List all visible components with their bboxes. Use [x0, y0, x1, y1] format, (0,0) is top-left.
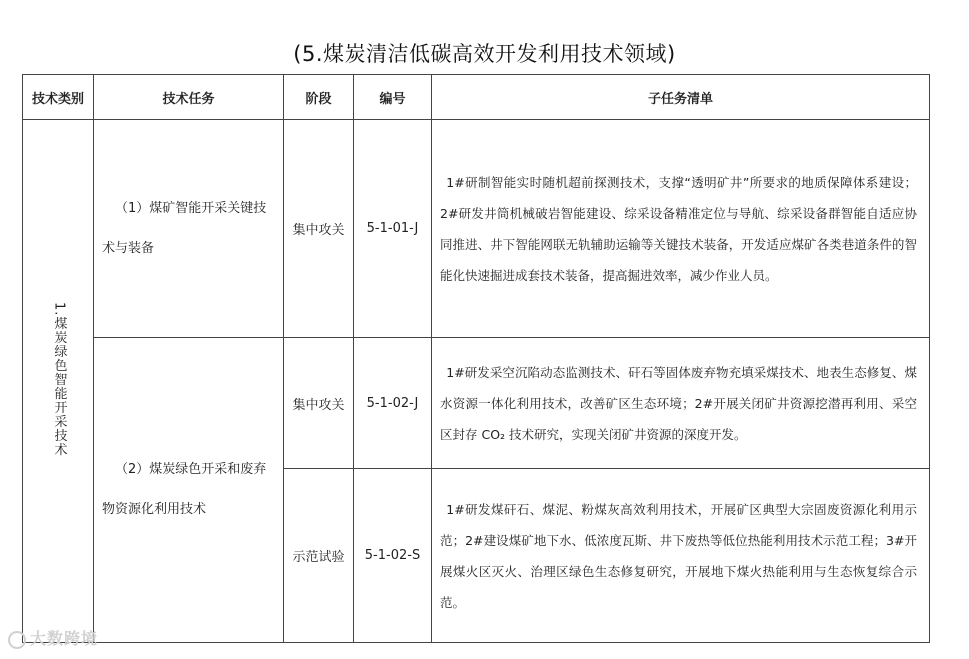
task-table: [22, 74, 930, 643]
page-title: (5.煤炭清洁低碳高效开发利用技术领域): [293, 42, 676, 66]
header-subtasks: 子任务清单: [432, 75, 930, 120]
code-cell: 5-1-02-J: [354, 338, 432, 469]
category-cell: [23, 120, 94, 643]
stage-cell: 集中攻关: [284, 120, 354, 338]
subtask-cell: [432, 120, 930, 338]
code-cell: 5-1-02-S: [354, 469, 432, 643]
task-label: （2）煤炭绿色开采和废弃物资源化利用技术: [102, 462, 267, 517]
table-row: [23, 338, 930, 469]
watermark-logo-icon: [8, 631, 26, 649]
header-category: 技术类别: [23, 75, 94, 120]
stage-cell: 集中攻关: [284, 338, 354, 469]
header-stage: 阶段: [284, 75, 354, 120]
watermark: [8, 626, 98, 649]
stage-cell: 示范试验: [284, 469, 354, 643]
table-row: [23, 120, 930, 338]
task-cell: [94, 338, 284, 643]
category-label: 1.煤炭绿色智能开采技术: [51, 301, 67, 457]
task-cell: [94, 120, 284, 338]
task-label: （1）煤矿智能开采关键技术与装备: [102, 200, 267, 256]
subtask-text: 1#研制智能实时随机超前探测技术，支撑“透明矿井”所要求的地质保障体系建设；2#研发井筒机械破岩智能建设、综采设备精准定位与导航、综采设备群智能自适应协同推进、井下智能网联无轨辅助运输等关键技术装备，开发适应煤矿各类巷道条件的智能化快速掘进成套技术装备，提高掘进效率，减少作业人员。: [440, 174, 917, 283]
watermark-text: 大数跨境: [30, 629, 99, 648]
subtask-cell: [432, 338, 930, 469]
subtask-text: 1#研发煤矸石、煤泥、粉煤灰高效利用技术，开展矿区典型大宗固废资源化利用示范；2#建设煤矿地下水、低浓度瓦斯、井下废热等低位热能利用技术示范工程；3#开展煤火区灭火、治理区绿色生态修复研究，开展地下煤火热能利用与生态恢复综合示范。: [440, 501, 917, 610]
subtask-cell: [432, 469, 930, 643]
code-cell: 5-1-01-J: [354, 120, 432, 338]
table-header-row: [23, 75, 930, 120]
subtask-text: 1#研发采空沉陷动态监测技术、矸石等固体废弃物充填采煤技术、地表生态修复、煤水资源一体化利用技术，改善矿区生态环境；2#开展关闭矿井资源挖潜再利用、采空区封存 CO₂ 技术研究，实现关闭矿井资源的深度开发。: [440, 364, 917, 442]
header-code: 编号: [354, 75, 432, 120]
header-task: 技术任务: [94, 75, 284, 120]
